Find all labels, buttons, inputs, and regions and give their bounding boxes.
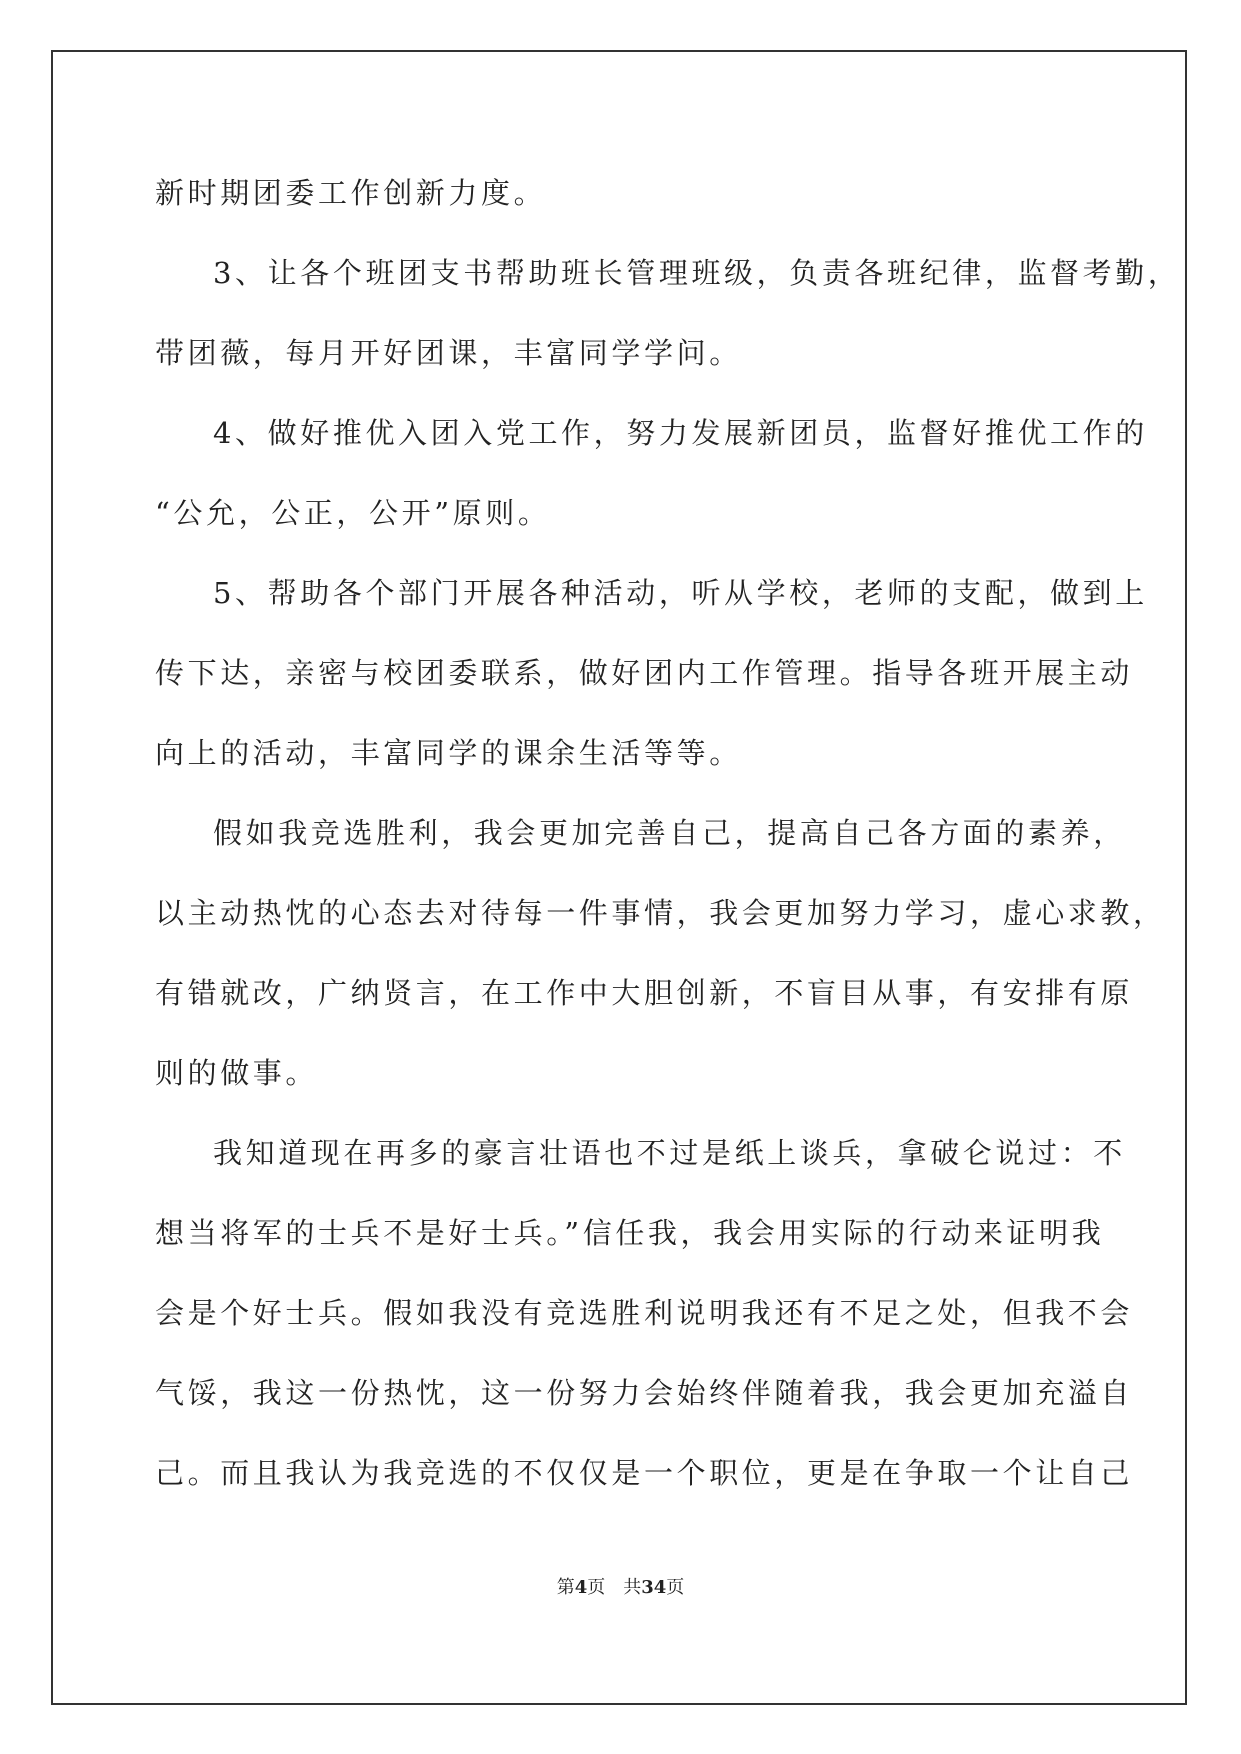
page-prefix: 第 — [556, 1577, 575, 1598]
text-line: 会是个好士兵。假如我没有竞选胜利说明我还有不足之处，但我不会 — [155, 1296, 1134, 1330]
text-line: “公允，公正，公开”原则。 — [155, 496, 551, 530]
text-line: 以主动热忱的心态去对待每一件事情，我会更加努力学习，虚心求教， — [155, 896, 1166, 930]
text-line: 假如我竞选胜利，我会更加完善自己，提高自己各方面的素养， — [213, 816, 1126, 850]
text-line: 新时期团委工作创新力度。 — [155, 176, 547, 210]
text-line: 5、帮助各个部门开展各种活动，听从学校，老师的支配，做到上 — [213, 576, 1148, 610]
text-line: 传下达，亲密与校团委联系，做好团内工作管理。指导各班开展主动 — [155, 656, 1134, 690]
text-line: 则的做事。 — [155, 1056, 319, 1090]
total-suffix: 页 — [666, 1577, 685, 1598]
page-number: 4 — [574, 1577, 588, 1598]
total-prefix: 共 — [623, 1577, 642, 1598]
text-line: 我知道现在再多的豪言壮语也不过是纸上谈兵，拿破仑说过：不 — [213, 1136, 1126, 1170]
text-line: 想当将军的士兵不是好士兵。”信任我，我会用实际的行动来证明我 — [155, 1216, 1105, 1250]
text-line: 带团薇，每月开好团课，丰富同学学问。 — [155, 336, 742, 370]
text-line: 气馁，我这一份热忱，这一份努力会始终伴随着我，我会更加充溢自 — [155, 1376, 1134, 1410]
text-line: 4、做好推优入团入党工作，努力发展新团员，监督好推优工作的 — [213, 416, 1148, 450]
text-line: 有错就改，广纳贤言，在工作中大胆创新，不盲目从事，有安排有原 — [155, 976, 1134, 1010]
text-line: 向上的活动，丰富同学的课余生活等等。 — [155, 736, 742, 770]
page-footer — [0, 1576, 1241, 1600]
text-line: 己。而且我认为我竞选的不仅仅是一个职位，更是在争取一个让自己 — [155, 1456, 1134, 1490]
total-pages: 34 — [641, 1577, 667, 1598]
page-suffix: 页 — [587, 1577, 606, 1598]
text-line: 3、让各个班团支书帮助班长管理班级，负责各班纪律，监督考勤， — [213, 256, 1181, 290]
